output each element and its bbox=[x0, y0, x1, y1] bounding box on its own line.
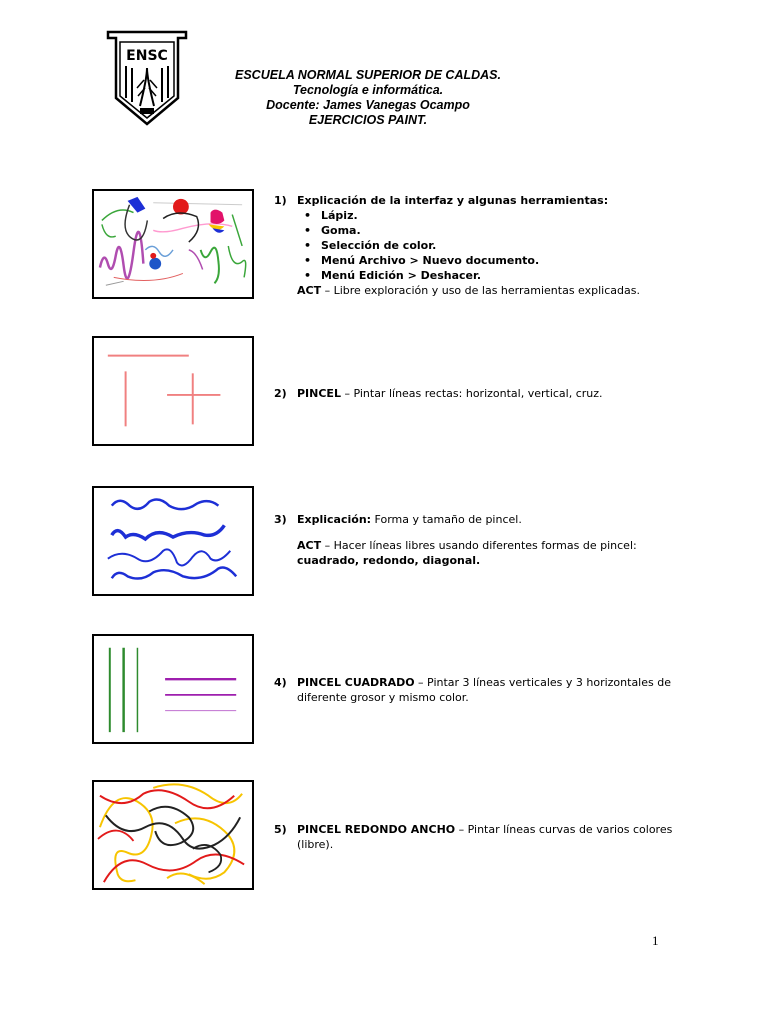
list-item: • Menú Archivo > Nuevo documento. bbox=[297, 253, 694, 268]
exercise-title: Explicación: bbox=[297, 513, 372, 526]
exercise-2 bbox=[274, 386, 694, 401]
list-item: • Menú Edición > Deshacer. bbox=[297, 268, 694, 283]
tools-list bbox=[297, 208, 694, 283]
page-number: 1 bbox=[652, 933, 659, 948]
exercise-5-image bbox=[92, 780, 254, 890]
activity-text: – Hacer líneas libres usando diferentes formas de pincel: bbox=[321, 539, 637, 552]
exercise-number: 3) bbox=[274, 513, 287, 526]
exercise-title: PINCEL bbox=[297, 387, 341, 400]
document-title: EJERCICIOS PAINT. bbox=[308, 113, 428, 127]
activity-bold-text: cuadrado, redondo, diagonal. bbox=[297, 554, 481, 567]
exercise-5 bbox=[274, 822, 694, 852]
list-item: • Selección de color. bbox=[297, 238, 694, 253]
exercise-1 bbox=[274, 193, 694, 298]
activity bbox=[297, 538, 694, 568]
activity-label: ACT bbox=[297, 539, 322, 552]
activity-label: ACT bbox=[297, 284, 322, 297]
exercise-number: 5) bbox=[274, 823, 287, 836]
exercise-number: 1) bbox=[274, 194, 287, 207]
teacher: Docente: James Vanegas Ocampo bbox=[266, 98, 470, 112]
exercise-4-image bbox=[92, 634, 254, 744]
exercise-text: – Pintar líneas curvas de varios colores (libre). bbox=[297, 823, 673, 851]
exercise-title: PINCEL CUADRADO bbox=[297, 676, 415, 689]
list-item: • Lápiz. bbox=[297, 208, 694, 223]
subject: Tecnología e informática. bbox=[292, 83, 444, 97]
list-item: • Goma. bbox=[297, 223, 694, 238]
school-name: ESCUELA NORMAL SUPERIOR DE CALDAS. bbox=[235, 68, 501, 82]
exercise-2-image bbox=[92, 336, 254, 446]
exercise-text: – Pintar 3 líneas verticales y 3 horizontales de diferente grosor y mismo color. bbox=[297, 676, 671, 704]
exercise-title: PINCEL REDONDO ANCHO bbox=[297, 823, 456, 836]
activity-text: – Libre exploración y uso de las herramientas explicadas. bbox=[321, 284, 640, 297]
exercise-title: Explicación de la interfaz y algunas herramientas: bbox=[297, 194, 609, 207]
exercise-number: 2) bbox=[274, 387, 287, 400]
exercise-text: – Pintar líneas rectas: horizontal, vertical, cruz. bbox=[340, 387, 603, 400]
activity bbox=[297, 283, 694, 298]
exercise-text: Forma y tamaño de pincel. bbox=[371, 513, 522, 526]
exercise-1-image bbox=[92, 189, 254, 299]
school-logo bbox=[104, 28, 190, 128]
logo-text: ENSC bbox=[126, 48, 168, 64]
exercise-number: 4) bbox=[274, 676, 287, 689]
document-header bbox=[200, 68, 536, 128]
exercise-4 bbox=[274, 675, 694, 705]
exercise-3-image bbox=[92, 486, 254, 596]
exercise-3 bbox=[274, 512, 694, 568]
